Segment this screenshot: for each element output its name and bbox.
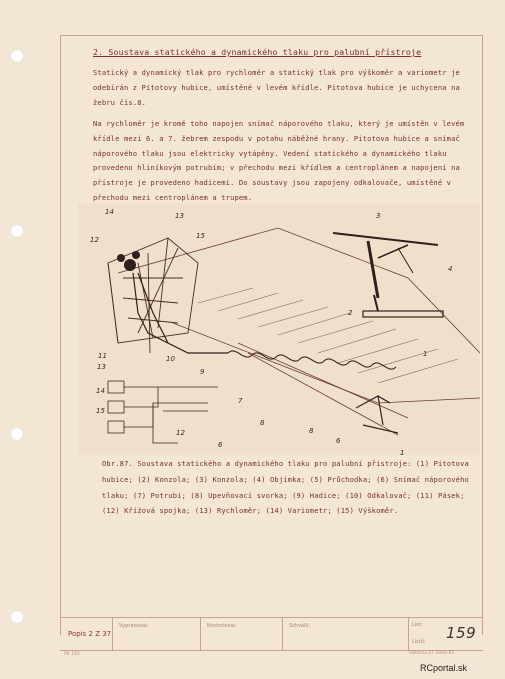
paragraph-ram-pressure: Na rychloměr je kromě toho napojen snímač náporového tlaku, který je umístěn v levém křídle mezi 6. a 7. žebrem zespodu v potahu náběžné hrany. Pitotova hubice a snímač náporového tlaku jsou elektricky vytápěny. Vedení statického a dynamického tlaku provedeno hliníkovým potrubím; v přechodu mezi křídlem a centroplánem a napojení na přístroje je provedeno hadicemi. Do soustavy jsou zapojeny odkalovače, umístěné v přechodu mezi centroplánem a trupem. (93, 119, 465, 202)
callout: 11 (98, 352, 107, 360)
callout: 15 (196, 232, 205, 240)
callout: 14 (96, 387, 105, 395)
binder-hole (10, 49, 24, 63)
footer-cell-list (408, 618, 426, 650)
callout: 13 (97, 363, 106, 371)
pitot-static-system-drawing (78, 203, 480, 455)
page-number: 159 (446, 624, 477, 642)
paragraph-pitot: Statický a dynamický tlak pro rychloměr a statický tlak pro výškoměr a variometr je odebírán z Pitotovy hubice, umístěné v levém křídle. Pitotova hubice je uchycena na žebru čís.8. (93, 68, 460, 107)
callout: 14 (105, 208, 114, 216)
callout: 8 (309, 427, 314, 435)
caption-title: Soustava statického a dynamického tlaku pro palubní přístroje: (137, 459, 412, 468)
callout: 15 (96, 407, 105, 415)
callout: 2 (348, 309, 353, 317)
footer-cell-vypracoval (112, 618, 149, 650)
binder-hole (10, 224, 24, 238)
print-code: Tiskárna ZT 2050-65 (408, 651, 455, 656)
callout: 7 (238, 397, 243, 405)
callout: 12 (90, 236, 99, 244)
frame-rule (60, 35, 483, 36)
callout: 1 (400, 449, 405, 455)
footer-table (60, 617, 483, 651)
section-heading: 2. Soustava statického a dynamického tlaku pro palubní přístroje (93, 47, 422, 57)
callout: 9 (200, 368, 205, 376)
frame-rule (60, 35, 61, 635)
watermark: RCportal.sk (420, 663, 468, 673)
schematic-boxes (108, 381, 124, 433)
footer-cell-kontroloval (200, 618, 237, 650)
schvalil-label: Schválil: (289, 623, 310, 629)
listu-label: Listů: (412, 639, 426, 645)
binder-hole (10, 610, 24, 624)
frame-rule (482, 35, 483, 635)
caption-items: (1) Pitotova hubice; (2) Konzola; (3) Konzola; (4) Objímka; (5) Průchodka; (6) Snímač náporového tlaku; (7) Potrubí; (8) Upevňovací svorka; (9) Hadice; (10) Odkalovač; (11) Pásek; (12) Křížová spojka; (13) Rychloměr; (14) Variometr; (15) Výškoměr. (102, 459, 469, 516)
figure-background (78, 203, 480, 455)
print-code: PK 115 (64, 652, 80, 657)
callout: 12 (176, 429, 185, 437)
caption-label: Obr.87. (102, 459, 133, 468)
callout: 6 (218, 441, 223, 449)
kontroloval-label: Kontroloval: (207, 623, 237, 629)
list-label: List: (412, 622, 423, 628)
vypracoval-label: Vypracoval: (119, 623, 149, 629)
binder-hole (10, 427, 24, 441)
figure-caption (102, 456, 474, 519)
callout: 13 (175, 212, 184, 220)
callout: 8 (260, 419, 265, 427)
technical-illustration (78, 203, 480, 455)
callout: 10 (166, 355, 175, 363)
callout: 3 (376, 212, 381, 220)
footer-popis: Popis 2 Z 37 (68, 630, 112, 638)
footer-cell-schvalil (282, 618, 310, 650)
callout: 1 (423, 350, 428, 358)
callout: 6 (336, 437, 341, 445)
callout: 4 (448, 265, 453, 273)
